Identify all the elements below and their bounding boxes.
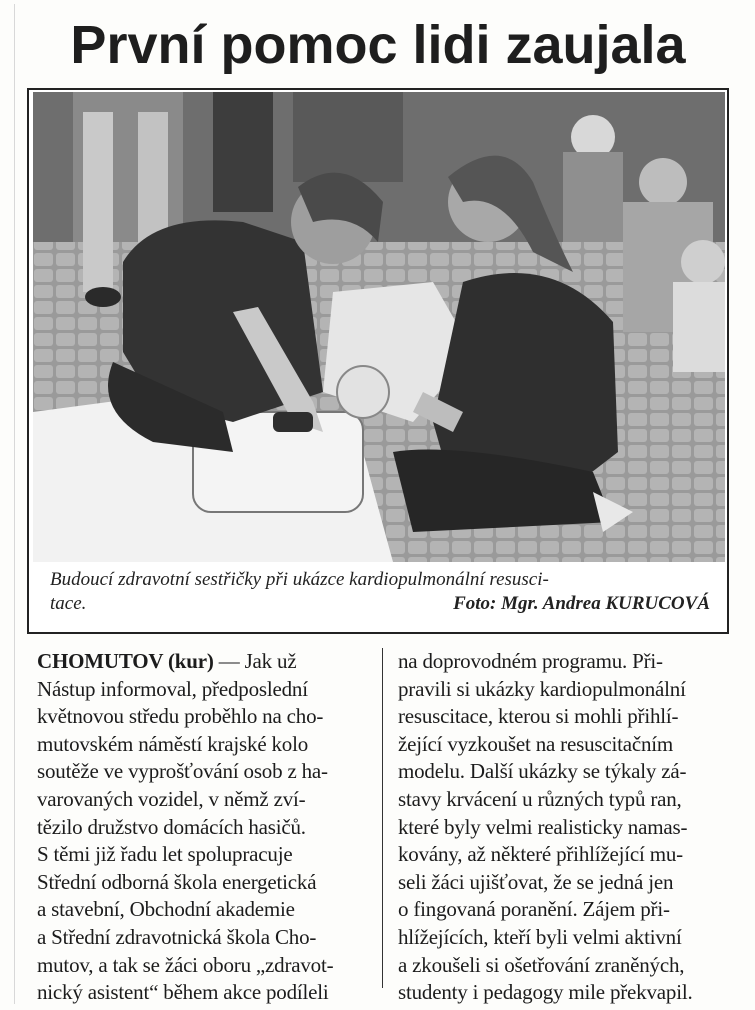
article-text: hlížejících, kteří byli velmi aktivní: [398, 924, 682, 949]
article-line: [37, 703, 369, 731]
headline: První pomoc lidi zaujala: [70, 15, 686, 75]
photo-credit: Foto: Mgr. Andrea KURUCOVÁ: [453, 593, 710, 614]
article-line: [37, 841, 369, 869]
photo-caption: [50, 568, 710, 616]
article-text: stavy krvácení u různých typů ran,: [398, 786, 682, 811]
article-column-left: [37, 648, 369, 1007]
article-line: [398, 979, 738, 1007]
article-text: seli žáci ujišťovat, že se jedná jen: [398, 869, 674, 894]
article-text: a Střední zdravotnická škola Cho-: [37, 924, 317, 949]
article-line: [37, 979, 369, 1007]
article-text: tězilo družstvo domácích hasičů.: [37, 814, 306, 839]
article-text: soutěže ve vyprošťování osob z ha-: [37, 759, 328, 784]
article-text: CHOMUTOV (kur) — Jak už: [37, 649, 297, 673]
photo-frame: [27, 88, 729, 634]
article-text: a stavební, Obchodní akademie: [37, 897, 295, 922]
article-text: Nástup informoval, předposlední: [37, 676, 308, 701]
article-line: [398, 703, 738, 731]
article-text: a zkoušeli si ošetřování zraněných,: [398, 952, 685, 977]
article-line: [37, 731, 369, 759]
photo-illustration: [33, 92, 725, 562]
article-line: [398, 814, 738, 842]
article-column-right: [398, 648, 738, 1007]
article-line: [37, 676, 369, 704]
article-text: studenty i pedagogy mile překvapil.: [398, 980, 693, 1005]
article-text: které byly velmi realisticky namas-: [398, 814, 688, 839]
article-line: [37, 924, 369, 952]
article-line: [37, 758, 369, 786]
article-text: žející vyzkoušet na resuscitačním: [398, 731, 674, 756]
article-text: mutovském náměstí krajské kolo: [37, 731, 309, 756]
article-text: na doprovodném programu. Při-: [398, 649, 663, 673]
article-line: [37, 786, 369, 814]
article-line: [398, 786, 738, 814]
article-text: Střední odborná škola energetická: [37, 869, 317, 894]
article-text: varovaných vozidel, v němž zví-: [37, 786, 306, 811]
article-line: [398, 676, 738, 704]
article-line: [398, 896, 738, 924]
article-line: [398, 869, 738, 897]
article-text: květnovou středu proběhlo na cho-: [37, 704, 324, 729]
caption-line-2: tace.: [50, 593, 87, 614]
article-line: [37, 869, 369, 897]
news-photo: [33, 92, 725, 562]
article-text: nický asistent“ během akce podíleli: [37, 980, 329, 1005]
article-text: pravili si ukázky kardiopulmonální: [398, 676, 686, 701]
dateline: CHOMUTOV (kur): [37, 649, 214, 673]
article-line: [398, 758, 738, 786]
article-line: [398, 731, 738, 759]
column-divider: [382, 648, 383, 988]
article-text: o fingovaná poranění. Zájem při-: [398, 897, 670, 922]
article-line: [398, 648, 738, 676]
article-line: [398, 952, 738, 980]
article-text: mutov, a tak se žáci oboru „zdravot-: [37, 952, 334, 977]
article-text: kovány, až některé přihlížející mu-: [398, 842, 683, 867]
article-line: [37, 814, 369, 842]
caption-line-1: Budoucí zdravotní sestřičky při ukázce kardiopulmonální resusci-: [50, 569, 549, 590]
article-line: [398, 841, 738, 869]
article-line: [37, 952, 369, 980]
article-text: modelu. Další ukázky se týkaly zá-: [398, 759, 687, 784]
article-line: [37, 896, 369, 924]
article-line: [37, 648, 369, 676]
article-text: S těmi již řadu let spolupracuje: [37, 842, 293, 867]
article-line: [398, 924, 738, 952]
page-edge-line: [14, 4, 15, 1004]
article-text: resuscitace, kterou si mohli přihlí-: [398, 704, 679, 729]
